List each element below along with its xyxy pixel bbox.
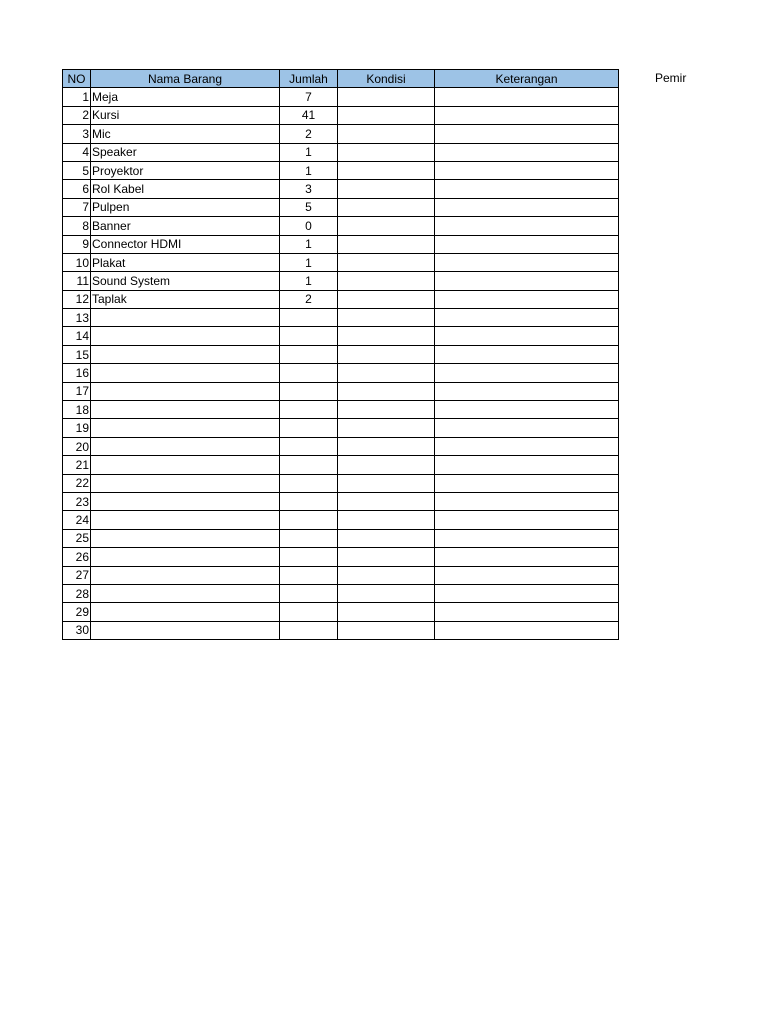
cell-kondisi[interactable] bbox=[338, 603, 435, 621]
cell-no[interactable]: 26 bbox=[63, 548, 91, 566]
cell-kondisi[interactable] bbox=[338, 125, 435, 143]
cell-keterangan[interactable] bbox=[435, 492, 619, 510]
cell-kondisi[interactable] bbox=[338, 401, 435, 419]
cell-keterangan[interactable] bbox=[435, 235, 619, 253]
cell-nama-barang[interactable] bbox=[91, 327, 280, 345]
cell-no[interactable]: 15 bbox=[63, 345, 91, 363]
table-row bbox=[63, 548, 619, 566]
header-kondisi[interactable]: Kondisi bbox=[338, 70, 435, 88]
cell-jumlah[interactable] bbox=[280, 492, 338, 510]
cell-jumlah[interactable] bbox=[280, 529, 338, 547]
cell-keterangan[interactable] bbox=[435, 143, 619, 161]
cell-kondisi[interactable] bbox=[338, 161, 435, 179]
cell-no[interactable]: 22 bbox=[63, 474, 91, 492]
cell-kondisi[interactable] bbox=[338, 364, 435, 382]
cell-kondisi[interactable] bbox=[338, 621, 435, 639]
cell-nama-barang[interactable]: Rol Kabel bbox=[91, 180, 280, 198]
cell-jumlah[interactable] bbox=[280, 419, 338, 437]
cell-no[interactable]: 14 bbox=[63, 327, 91, 345]
cell-nama-barang[interactable] bbox=[91, 474, 280, 492]
cell-no[interactable]: 13 bbox=[63, 309, 91, 327]
table-row bbox=[63, 603, 619, 621]
table-row bbox=[63, 235, 619, 253]
cell-kondisi[interactable] bbox=[338, 106, 435, 124]
cell-no[interactable]: 3 bbox=[63, 125, 91, 143]
cell-nama-barang[interactable] bbox=[91, 401, 280, 419]
cell-nama-barang[interactable]: Taplak bbox=[91, 290, 280, 308]
cell-keterangan[interactable] bbox=[435, 198, 619, 216]
cell-jumlah[interactable] bbox=[280, 382, 338, 400]
cell-nama-barang[interactable]: Connector HDMI bbox=[91, 235, 280, 253]
cell-nama-barang[interactable] bbox=[91, 345, 280, 363]
cell-keterangan[interactable] bbox=[435, 437, 619, 455]
cell-kondisi[interactable] bbox=[338, 345, 435, 363]
cell-no[interactable]: 9 bbox=[63, 235, 91, 253]
table-row bbox=[63, 180, 619, 198]
cell-nama-barang[interactable]: Banner bbox=[91, 217, 280, 235]
cell-keterangan[interactable] bbox=[435, 456, 619, 474]
cell-jumlah[interactable]: 2 bbox=[280, 125, 338, 143]
cell-kondisi[interactable] bbox=[338, 290, 435, 308]
cell-no[interactable]: 25 bbox=[63, 529, 91, 547]
cell-kondisi[interactable] bbox=[338, 456, 435, 474]
header-row bbox=[63, 70, 619, 88]
table-row bbox=[63, 401, 619, 419]
cell-keterangan[interactable] bbox=[435, 345, 619, 363]
table-row bbox=[63, 253, 619, 271]
cell-jumlah[interactable] bbox=[280, 401, 338, 419]
cell-no[interactable]: 23 bbox=[63, 492, 91, 510]
cell-kondisi[interactable] bbox=[338, 584, 435, 602]
table-row bbox=[63, 345, 619, 363]
cell-kondisi[interactable] bbox=[338, 529, 435, 547]
cell-no[interactable]: 17 bbox=[63, 382, 91, 400]
cell-nama-barang[interactable]: Pulpen bbox=[91, 198, 280, 216]
cell-keterangan[interactable] bbox=[435, 125, 619, 143]
table-row bbox=[63, 511, 619, 529]
cell-jumlah[interactable]: 3 bbox=[280, 180, 338, 198]
cell-keterangan[interactable] bbox=[435, 474, 619, 492]
table-row bbox=[63, 456, 619, 474]
cell-kondisi[interactable] bbox=[338, 143, 435, 161]
table-row bbox=[63, 419, 619, 437]
cell-kondisi[interactable] bbox=[338, 327, 435, 345]
table-row bbox=[63, 566, 619, 584]
cell-jumlah[interactable] bbox=[280, 603, 338, 621]
cell-jumlah[interactable] bbox=[280, 345, 338, 363]
cell-jumlah[interactable] bbox=[280, 566, 338, 584]
cell-no[interactable]: 8 bbox=[63, 217, 91, 235]
table-row bbox=[63, 106, 619, 124]
table-row bbox=[63, 382, 619, 400]
cell-no[interactable]: 19 bbox=[63, 419, 91, 437]
cell-jumlah[interactable]: 1 bbox=[280, 235, 338, 253]
cell-nama-barang[interactable] bbox=[91, 621, 280, 639]
cell-no[interactable]: 4 bbox=[63, 143, 91, 161]
header-jumlah[interactable]: Jumlah bbox=[280, 70, 338, 88]
cell-keterangan[interactable] bbox=[435, 566, 619, 584]
cell-nama-barang[interactable]: Speaker bbox=[91, 143, 280, 161]
cell-jumlah[interactable] bbox=[280, 511, 338, 529]
cell-jumlah[interactable]: 41 bbox=[280, 106, 338, 124]
cell-keterangan[interactable] bbox=[435, 548, 619, 566]
cell-kondisi[interactable] bbox=[338, 548, 435, 566]
cell-kondisi[interactable] bbox=[338, 492, 435, 510]
cell-keterangan[interactable] bbox=[435, 327, 619, 345]
cell-nama-barang[interactable] bbox=[91, 603, 280, 621]
cell-kondisi[interactable] bbox=[338, 474, 435, 492]
cell-jumlah[interactable]: 1 bbox=[280, 161, 338, 179]
cell-jumlah[interactable] bbox=[280, 437, 338, 455]
cell-kondisi[interactable] bbox=[338, 437, 435, 455]
cell-nama-barang[interactable]: Meja bbox=[91, 88, 280, 106]
table-row bbox=[63, 125, 619, 143]
cell-keterangan[interactable] bbox=[435, 217, 619, 235]
cell-nama-barang[interactable]: Mic bbox=[91, 125, 280, 143]
cell-nama-barang[interactable] bbox=[91, 364, 280, 382]
cell-nama-barang[interactable]: Proyektor bbox=[91, 161, 280, 179]
cell-no[interactable]: 24 bbox=[63, 511, 91, 529]
cell-nama-barang[interactable] bbox=[91, 584, 280, 602]
header-nama-barang[interactable]: Nama Barang bbox=[91, 70, 280, 88]
cell-nama-barang[interactable] bbox=[91, 309, 280, 327]
cell-nama-barang[interactable]: Kursi bbox=[91, 106, 280, 124]
cell-jumlah[interactable]: 5 bbox=[280, 198, 338, 216]
cell-nama-barang[interactable]: Plakat bbox=[91, 253, 280, 271]
cell-nama-barang[interactable] bbox=[91, 419, 280, 437]
table-row bbox=[63, 161, 619, 179]
cell-no[interactable]: 5 bbox=[63, 161, 91, 179]
cell-kondisi[interactable] bbox=[338, 566, 435, 584]
cell-keterangan[interactable] bbox=[435, 309, 619, 327]
cell-keterangan[interactable] bbox=[435, 401, 619, 419]
cell-jumlah[interactable] bbox=[280, 584, 338, 602]
cell-nama-barang[interactable]: Sound System bbox=[91, 272, 280, 290]
cell-no[interactable]: 29 bbox=[63, 603, 91, 621]
cell-kondisi[interactable] bbox=[338, 235, 435, 253]
cell-keterangan[interactable] bbox=[435, 180, 619, 198]
cell-jumlah[interactable] bbox=[280, 456, 338, 474]
cell-nama-barang[interactable] bbox=[91, 456, 280, 474]
header-no[interactable]: NO bbox=[63, 70, 91, 88]
cell-jumlah[interactable] bbox=[280, 474, 338, 492]
cell-no[interactable]: 21 bbox=[63, 456, 91, 474]
cell-kondisi[interactable] bbox=[338, 180, 435, 198]
cell-no[interactable]: 27 bbox=[63, 566, 91, 584]
cell-jumlah[interactable]: 1 bbox=[280, 143, 338, 161]
cell-keterangan[interactable] bbox=[435, 621, 619, 639]
cell-keterangan[interactable] bbox=[435, 364, 619, 382]
cell-kondisi[interactable] bbox=[338, 198, 435, 216]
cell-no[interactable]: 6 bbox=[63, 180, 91, 198]
cell-keterangan[interactable] bbox=[435, 290, 619, 308]
cell-kondisi[interactable] bbox=[338, 419, 435, 437]
cell-keterangan[interactable] bbox=[435, 106, 619, 124]
table-row bbox=[63, 309, 619, 327]
cell-jumlah[interactable]: 1 bbox=[280, 272, 338, 290]
table-row bbox=[63, 364, 619, 382]
cell-nama-barang[interactable] bbox=[91, 492, 280, 510]
cell-jumlah[interactable]: 7 bbox=[280, 88, 338, 106]
cell-no[interactable]: 16 bbox=[63, 364, 91, 382]
cell-jumlah[interactable] bbox=[280, 364, 338, 382]
table-row bbox=[63, 474, 619, 492]
cell-no[interactable]: 28 bbox=[63, 584, 91, 602]
cell-kondisi[interactable] bbox=[338, 382, 435, 400]
cell-kondisi[interactable] bbox=[338, 217, 435, 235]
cell-keterangan[interactable] bbox=[435, 419, 619, 437]
table-row bbox=[63, 492, 619, 510]
table-row bbox=[63, 327, 619, 345]
cell-keterangan[interactable] bbox=[435, 382, 619, 400]
cell-keterangan[interactable] bbox=[435, 253, 619, 271]
inventory-table bbox=[62, 69, 619, 640]
cell-no[interactable]: 2 bbox=[63, 106, 91, 124]
cell-keterangan[interactable] bbox=[435, 529, 619, 547]
cell-jumlah[interactable] bbox=[280, 621, 338, 639]
cell-jumlah[interactable] bbox=[280, 327, 338, 345]
cell-keterangan[interactable] bbox=[435, 584, 619, 602]
cell-jumlah[interactable]: 2 bbox=[280, 290, 338, 308]
table-row bbox=[63, 272, 619, 290]
cell-keterangan[interactable] bbox=[435, 88, 619, 106]
cell-kondisi[interactable] bbox=[338, 511, 435, 529]
cell-jumlah[interactable]: 0 bbox=[280, 217, 338, 235]
table-row bbox=[63, 217, 619, 235]
cell-no[interactable]: 18 bbox=[63, 401, 91, 419]
cell-no[interactable]: 10 bbox=[63, 253, 91, 271]
cell-no[interactable]: 12 bbox=[63, 290, 91, 308]
table-row bbox=[63, 437, 619, 455]
cell-no[interactable]: 11 bbox=[63, 272, 91, 290]
cell-jumlah[interactable] bbox=[280, 548, 338, 566]
cell-no[interactable]: 30 bbox=[63, 621, 91, 639]
cell-nama-barang[interactable] bbox=[91, 511, 280, 529]
cell-nama-barang[interactable] bbox=[91, 548, 280, 566]
cell-kondisi[interactable] bbox=[338, 253, 435, 271]
cell-nama-barang[interactable] bbox=[91, 437, 280, 455]
cell-keterangan[interactable] bbox=[435, 161, 619, 179]
side-label[interactable]: Pemir bbox=[655, 71, 687, 85]
header-keterangan[interactable]: Keterangan bbox=[435, 70, 619, 88]
table-body bbox=[63, 88, 619, 640]
cell-kondisi[interactable] bbox=[338, 88, 435, 106]
table-row bbox=[63, 88, 619, 106]
cell-kondisi[interactable] bbox=[338, 309, 435, 327]
cell-kondisi[interactable] bbox=[338, 272, 435, 290]
cell-keterangan[interactable] bbox=[435, 272, 619, 290]
cell-jumlah[interactable] bbox=[280, 309, 338, 327]
cell-no[interactable]: 1 bbox=[63, 88, 91, 106]
table-row bbox=[63, 290, 619, 308]
cell-no[interactable]: 20 bbox=[63, 437, 91, 455]
table-row bbox=[63, 198, 619, 216]
table-row bbox=[63, 621, 619, 639]
cell-nama-barang[interactable] bbox=[91, 566, 280, 584]
cell-nama-barang[interactable] bbox=[91, 382, 280, 400]
cell-keterangan[interactable] bbox=[435, 603, 619, 621]
table-row bbox=[63, 143, 619, 161]
cell-no[interactable]: 7 bbox=[63, 198, 91, 216]
cell-nama-barang[interactable] bbox=[91, 529, 280, 547]
cell-jumlah[interactable]: 1 bbox=[280, 253, 338, 271]
table-row bbox=[63, 529, 619, 547]
cell-keterangan[interactable] bbox=[435, 511, 619, 529]
table-row bbox=[63, 584, 619, 602]
